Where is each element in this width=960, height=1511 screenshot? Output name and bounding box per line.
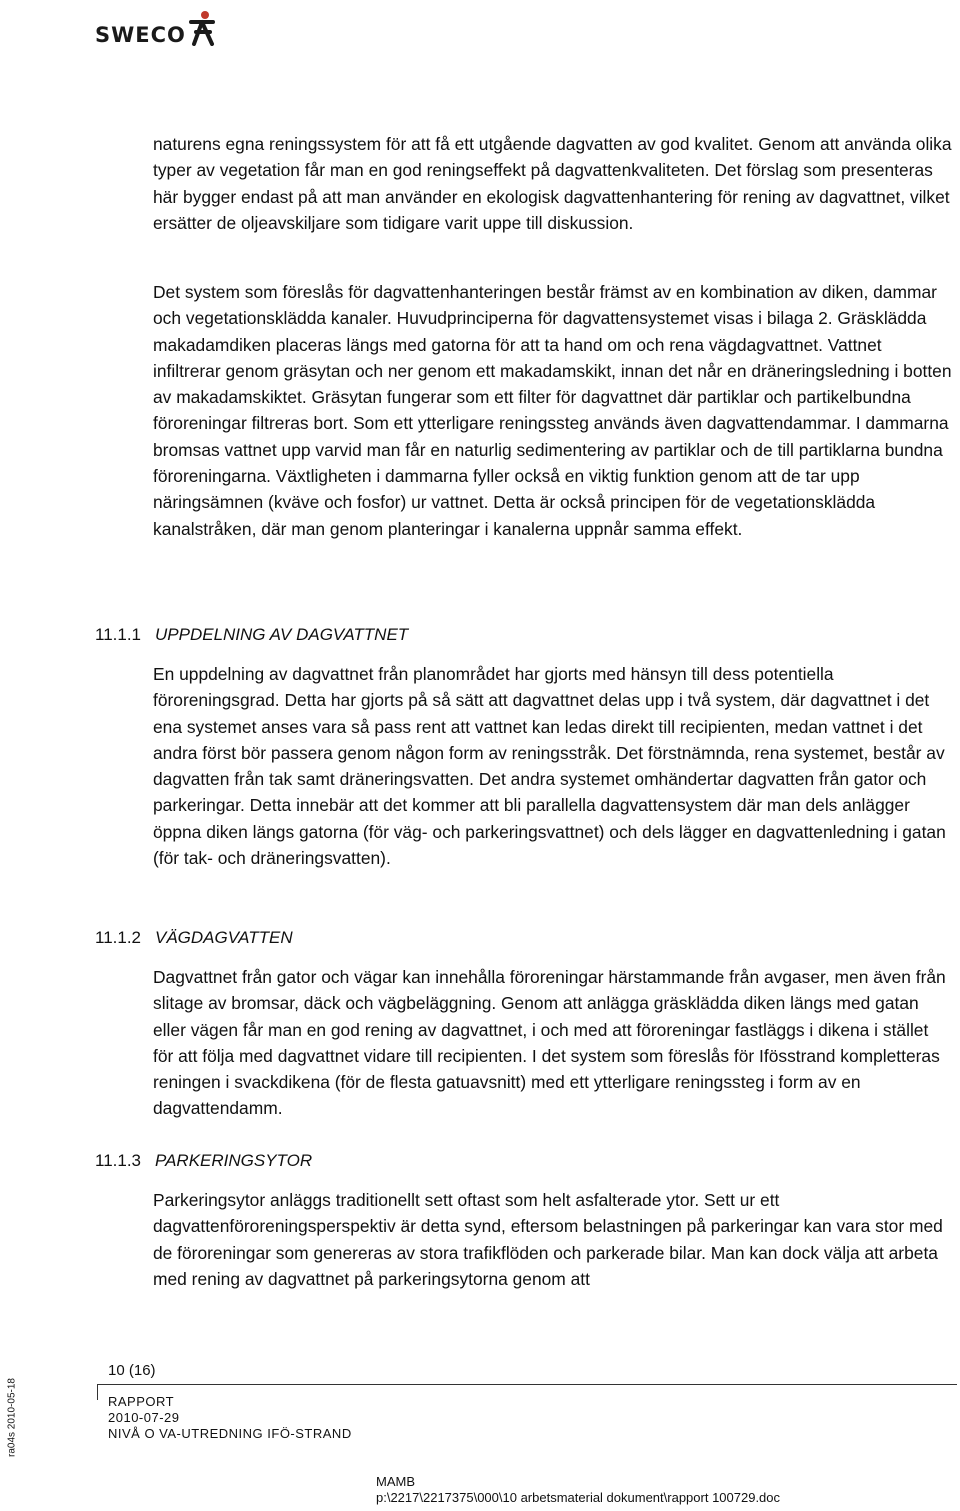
footer-divider xyxy=(97,1384,957,1385)
footer-project: NIVÅ O VA-UTREDNING IFÖ-STRAND xyxy=(108,1426,352,1441)
section-number: 11.1.2 xyxy=(95,928,142,947)
paragraph-vagdagvatten: Dagvattnet från gator och vägar kan innehålla föroreningar härstammande från avgaser, men även från slitage av bromsar, däck och vägbeläggning. Genom att anlägga gräsklädda diken längs med gatan eller vägen får man en god rening av dagvattnet, i och med att föroreningar fastläggs i dikena i stället för att följa med dagvattnet vidare till recipienten. I det system som föreslås för Ifösstrand kompletteras reningen i svackdikena (för de flesta gatuavsnitt) med ett ytterligare reningssteg i form av en dagvattendamm. xyxy=(153,967,946,1119)
section-title: PARKERINGSYTOR xyxy=(155,1151,313,1170)
footer-info xyxy=(108,1394,352,1442)
paragraph-uppdelning: En uppdelning av dagvattnet från planområdet har gjorts med hänsyn till dess potentiella föroreningsgrad. Detta har gjorts på så sätt att dagvattnet delas upp i två system, där dagvattnet i det ena systemet anses vara så pass rent att vattnet kan ledas direkt till recipienten, medan vattnet i det andra först bör passera genom någon form av reningsstråk. Det förstnämnda, rena systemet, består av dagvatten från tak samt dräneringsvatten. Det andra systemet omhändertar dagvatten från gator och parkeringar. Detta innebär att det kommer att bli parallella dagvattensystem där man dels anlägger öppna diken längs gatorna (för väg- och parkeringsvattnet) och dels lägger en dagvattenledning i gatan (för tak- och dräneringsvatten). xyxy=(153,664,946,869)
paragraph-parkeringsytor: Parkeringsytor anläggs traditionellt sett oftast som helt asfalterade ytor. Sett ur ett dagvattenföroreningsperspektiv är detta synd, eftersom belastningen på parkeringar kan vara stor med de föroreningar som genereras av stora trafikflöden och parkerade bilar. Man kan dock välja att arbeta med rening av dagvattnet på parkeringsytorna genom att xyxy=(153,1190,943,1289)
footer-author: MAMB xyxy=(376,1474,415,1489)
side-document-code: ra04s 2010-05-18 xyxy=(6,1378,18,1457)
footer-bracket xyxy=(97,1384,98,1400)
section-heading-parkeringsytor xyxy=(95,1150,312,1172)
section-heading-uppdelning xyxy=(95,624,408,646)
section-title: VÄGDAGVATTEN xyxy=(155,928,293,947)
sweco-person-icon xyxy=(188,10,216,46)
section-title: UPPDELNING AV DAGVATTNET xyxy=(155,625,409,644)
footer-file-path: p:\2217\2217375\000\10 arbetsmaterial dokument\rapport 100729.doc xyxy=(376,1490,781,1505)
footer-author-block xyxy=(376,1474,780,1506)
section-heading-vagdagvatten xyxy=(95,927,293,949)
footer-date: 2010-07-29 xyxy=(108,1410,180,1425)
paragraph-intro: naturens egna reningssystem för att få ett utgående dagvatten av god kvalitet. Genom att använda olika typer av vegetation får man en god reningseffekt på dagvattenkvaliteten. Det förslag som presenteras här bygger endast på att man använder en ekologisk dagvattenhantering för rening av dagvattnet, vilket ersätter de oljeavskiljare som tidigare varit uppe till diskussion. xyxy=(153,134,952,233)
footer-doc-type: RAPPORT xyxy=(108,1394,175,1409)
logo-text: SWECO xyxy=(95,23,186,47)
sweco-logo xyxy=(95,6,216,46)
paragraph-system: Det system som föreslås för dagvattenhanteringen består främst av en kombination av diken, dammar och vegetationsklädda kanaler. Huvudprinciperna för dagvattensystemet visas i bilaga 2. Gräsklädda makadamdiken placeras längs med gatorna för att ta hand om och rena vägdagvattnet. Vattnet infiltrerar genom gräsytan och ner genom ett makadamskikt, innan det når en dräneringsledning i botten av makadamskiktet. Gräsytan fungerar som ett filter för dagvattnet där partiklar och partikelbundna föroreningar filtreras bort. Som ett ytterligare reningssteg används även dagvattendammar. I dammarna bromsas vattnet upp varvid man får en naturlig sedimentering av partiklar och de till partiklarna bundna föroreningarna. Växtligheten i dammarna fyller också en viktig funktion genom att de tar upp näringsämnen (kväve och fosfor) ur vattnet. Detta är också principen för de vegetationsklädda kanalstråken, där man genom planteringar i kanalerna uppnår samma effekt. xyxy=(153,282,952,539)
section-number: 11.1.1 xyxy=(95,625,142,644)
page-number: 10 (16) xyxy=(108,1362,156,1379)
section-number: 11.1.3 xyxy=(95,1151,142,1170)
